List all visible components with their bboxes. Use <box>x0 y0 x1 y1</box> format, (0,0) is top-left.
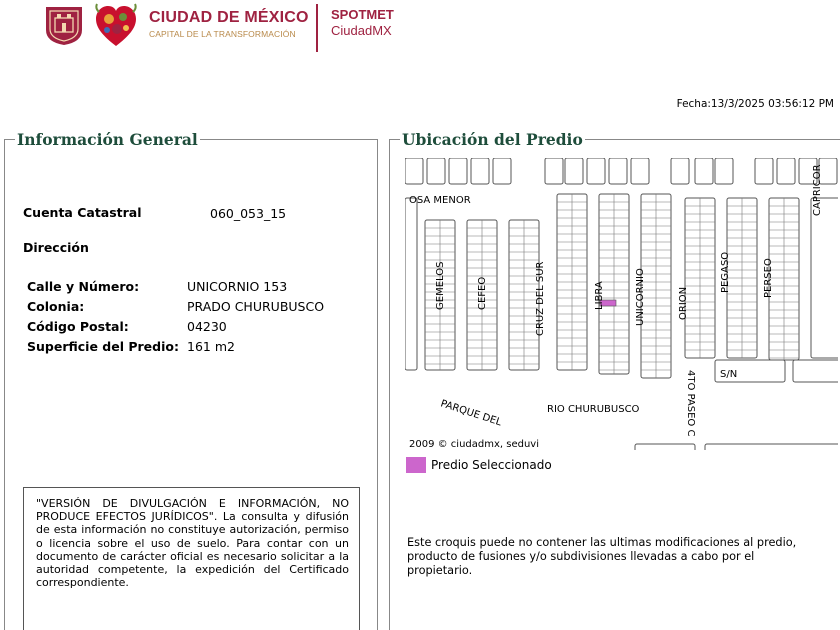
map-disclaimer-note: Este croquis puede no contener las ultimas modificaciones al predio, producto de fusiones y/o subdivisiones llevadas a cabo por el propietario. <box>407 536 797 577</box>
street-label-rio-churubusco: RIO CHURUBUSCO <box>547 404 640 415</box>
street-label-sn: S/N <box>720 369 738 380</box>
app-name: SPOTMET <box>331 7 394 22</box>
map-block <box>471 158 489 184</box>
cuenta-catastral-label: Cuenta Catastral <box>23 205 142 220</box>
street-label-gemelos: GEMELOS <box>435 261 446 310</box>
map-block <box>493 158 511 184</box>
map-block <box>793 360 838 382</box>
logo-subtitle: CAPITAL DE LA TRANSFORMACIÓN <box>149 29 296 39</box>
heart-emblem-icon <box>93 2 139 50</box>
parcel-map[interactable] <box>405 158 838 450</box>
selected-parcel-swatch <box>406 457 426 473</box>
legend-label: Predio Seleccionado <box>431 458 552 472</box>
location-title: Ubicación del Predio <box>402 130 583 149</box>
map-block <box>405 198 417 370</box>
map-block <box>609 158 627 184</box>
report-date: Fecha:13/3/2025 03:56:12 PM <box>676 98 834 110</box>
map-block <box>671 158 689 184</box>
street-label-perseo: PERSEO <box>763 258 774 298</box>
map-block <box>715 158 733 184</box>
map-block <box>631 158 649 184</box>
map-block <box>565 158 583 184</box>
street-label-cefeo: CEFEO <box>477 276 488 310</box>
map-block <box>545 158 563 184</box>
calle-label: Calle y Número: <box>27 279 140 294</box>
cuenta-catastral-value: 060_053_15 <box>210 206 287 221</box>
header-divider <box>316 4 318 52</box>
street-label-parque-del: PARQUE DEL <box>439 398 503 429</box>
map-block <box>777 158 795 184</box>
map-canvas <box>405 158 838 450</box>
street-label-orion: ORION <box>678 286 689 320</box>
street-label-pegaso: PEGASO <box>720 251 731 293</box>
street-label-cruz-del-sur: CRUZ DEL SUR <box>535 261 546 336</box>
street-label-osa-menor: OSA MENOR <box>409 195 471 206</box>
calle-value: UNICORNIO 153 <box>187 279 288 294</box>
map-block <box>695 158 713 184</box>
codigo-postal-label: Código Postal: <box>27 319 129 334</box>
superficie-value: 161 m2 <box>187 339 235 354</box>
street-label-libra: LIBRA <box>594 281 605 310</box>
map-block <box>405 158 423 184</box>
map-copyright: 2009 © ciudadmx, seduvi <box>409 439 540 450</box>
street-label-unicornio: UNICORNIO <box>635 268 646 326</box>
codigo-postal-value: 04230 <box>187 319 227 334</box>
map-block <box>449 158 467 184</box>
app-subname: CiudadMX <box>331 23 392 38</box>
map-block <box>811 198 838 358</box>
cdmx-seal-icon <box>43 4 85 46</box>
map-block <box>755 158 773 184</box>
map-block <box>427 158 445 184</box>
superficie-label: Superficie del Predio: <box>27 339 179 354</box>
street-label-4to-paseo: 4TO PASEO C <box>685 370 696 437</box>
legal-disclaimer: "VERSIÓN DE DIVULGACIÓN E INFORMACIÓN, NO PRODUCE EFECTOS JURÍDICOS". La consulta y difusión de esta información no constituye autorización, permiso o licencia sobre el uso de suelo. Para contar con un documento de carácter oficial es necesario solicitar a la autoridad competente, la expedición del Certificado correspondiente. <box>23 487 360 630</box>
direccion-label: Dirección <box>23 240 89 255</box>
map-block <box>705 444 838 450</box>
general-info-title: Información General <box>17 130 198 149</box>
logo-title: CIUDAD DE MÉXICO <box>149 9 309 26</box>
general-info-panel <box>4 130 378 630</box>
colonia-value: PRADO CHURUBUSCO <box>187 299 325 314</box>
street-label-capricor: CAPRICOR <box>812 164 823 216</box>
colonia-label: Colonia: <box>27 299 85 314</box>
location-panel <box>389 130 840 630</box>
map-block <box>587 158 605 184</box>
page-header <box>0 0 840 60</box>
map-block <box>635 444 695 450</box>
